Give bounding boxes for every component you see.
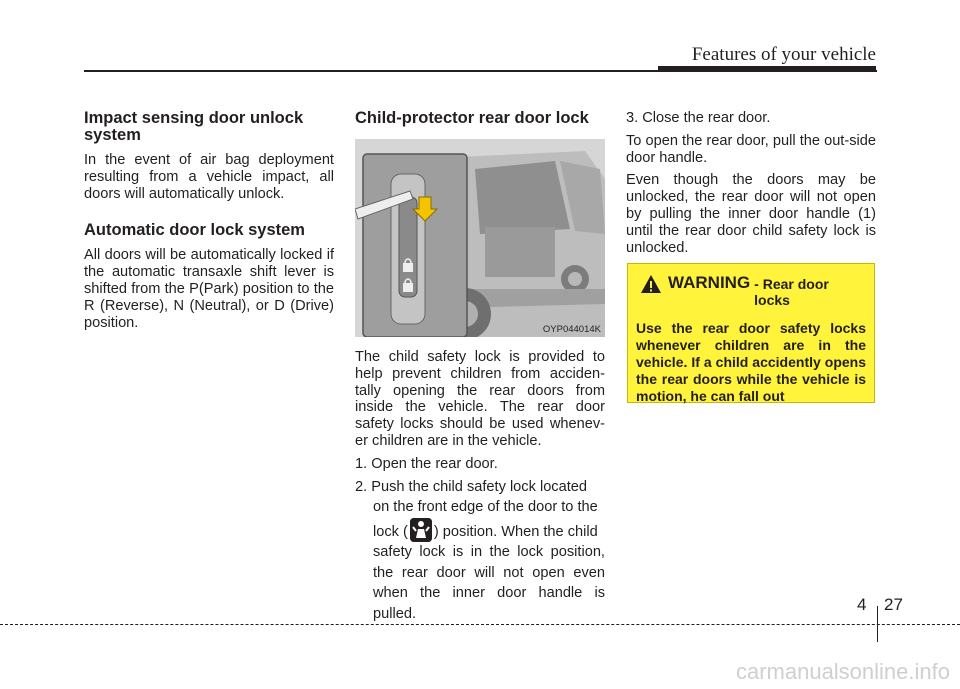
step-3: 3. Close the rear door. [626, 110, 771, 126]
child-lock-description: The child safety lock is provided to help prevent children from acciden-tally opening the rear doors from inside the vehicle. The rear door safety locks should be used whenev-er children are in the vehicle. [355, 349, 605, 449]
warning-label: WARNING [668, 273, 751, 292]
step-2-lock-close: ) position. When the child [433, 523, 598, 540]
unlock-note-text: Even though the doors may be unlocked, the rear door will not open by pulling the inner door handle (1) until the rear door child safety lock is unlocked. [626, 172, 876, 256]
warning-text: Use the rear door safety locks whenever children are in the vehicle. If a child accidently opens the rear doors while the vehicle is motion, he can fall out [636, 320, 866, 404]
page-header-title: Features of your vehicle [691, 44, 876, 65]
figure-code: OYP044014K [542, 324, 601, 335]
step-2 [355, 477, 605, 625]
column-middle [355, 110, 605, 624]
step-2-lock-line [355, 518, 605, 543]
child-lock-figure [355, 139, 605, 337]
section-heading-impact-unlock: Impact sensing door unlock system [84, 109, 304, 144]
impact-unlock-text: In the event of air bag deployment resulting from a vehicle impact, all doors will automatically unlock. [84, 152, 334, 202]
auto-lock-text: All doors will be automatically locked if the automatic transaxle shift lever is shifted from the P(Park) position to the R (Reverse), N (Neutral), or D (Drive) position. [84, 247, 334, 331]
step-2-line1: 2. Push the child safety lock located [355, 478, 588, 495]
watermark: carmanualsonline.info [735, 659, 950, 684]
step-2-rest: safety lock is in the lock position, the rear door will not open even when the inner door handle is pulled. [373, 544, 605, 622]
column-left [84, 110, 334, 331]
warning-triangle-icon [640, 274, 662, 294]
chapter-number: 4 [857, 595, 867, 614]
column-right [626, 110, 876, 262]
step-2-lock-open: lock ( [373, 523, 408, 540]
footer-rule [0, 624, 960, 625]
open-door-text: To open the rear door, pull the out-side door handle. [626, 132, 876, 166]
child-lock-icon [410, 518, 432, 542]
warning-header [636, 274, 866, 308]
warning-subtitle: - Rear door locks [754, 276, 829, 308]
step-1: 1. Open the rear door. [355, 455, 498, 472]
section-heading-auto-lock: Automatic door lock system [84, 221, 305, 240]
footer-divider [877, 606, 878, 642]
header-rule-accent [658, 66, 876, 72]
page-number: 27 [884, 595, 903, 614]
step-2-line2: on the front edge of the door to the [373, 499, 598, 516]
section-heading-child-lock: Child-protector rear door lock [355, 109, 589, 127]
van-door-illustration [355, 139, 605, 337]
warning-box [627, 263, 875, 403]
